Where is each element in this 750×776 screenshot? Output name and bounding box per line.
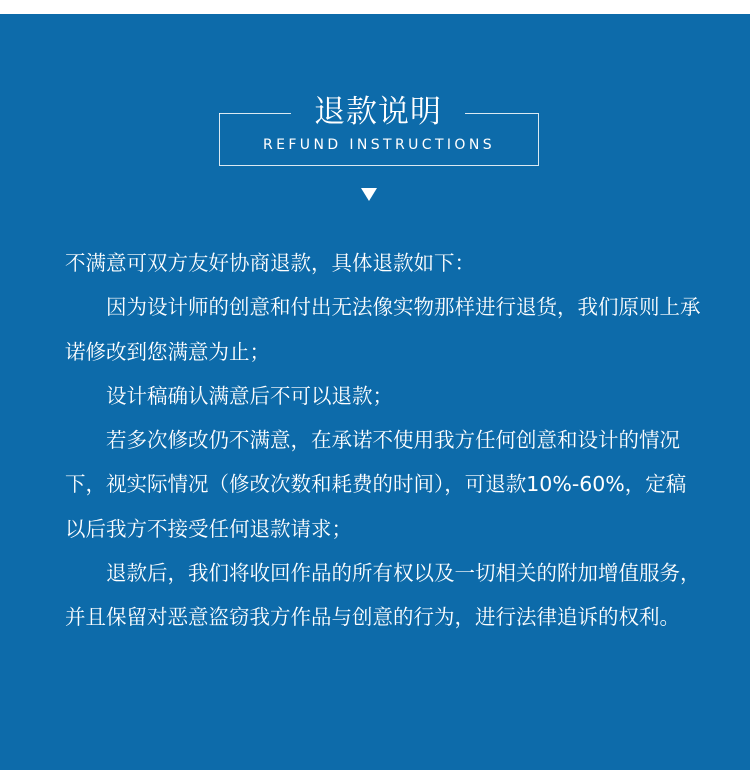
page-title: 退款说明: [314, 94, 442, 130]
policy-paragraph-4: 退款后，我们将收回作品的所有权以及一切相关的附加增值服务，并且保留对恶意盗窃我方作品与创意的行为，进行法律追诉的权利。: [65, 561, 701, 630]
page-subtitle: REFUND INSTRUCTIONS: [262, 137, 496, 153]
policy-paragraph-1: 因为设计师的创意和付出无法像实物那样进行退货，我们原则上承诺修改到您满意为止；: [65, 295, 701, 364]
refund-content: [65, 241, 705, 640]
title-frame-right-line: [465, 113, 538, 114]
intro-paragraph: 不满意可双方友好协商退款，具体退款如下：: [65, 251, 475, 275]
title-frame-left-line: [219, 113, 291, 114]
policy-paragraph-2: 设计稿确认满意后不可以退款；: [106, 383, 393, 408]
policy-paragraph-3: 若多次修改仍不满意，在承诺不使用我方任何创意和设计的情况下，视实际情况（修改次数和耗费的时间），可退款10%-60%，定稿以后我方不接受任何退款请求；: [65, 428, 687, 541]
down-triangle-icon: [361, 188, 377, 201]
